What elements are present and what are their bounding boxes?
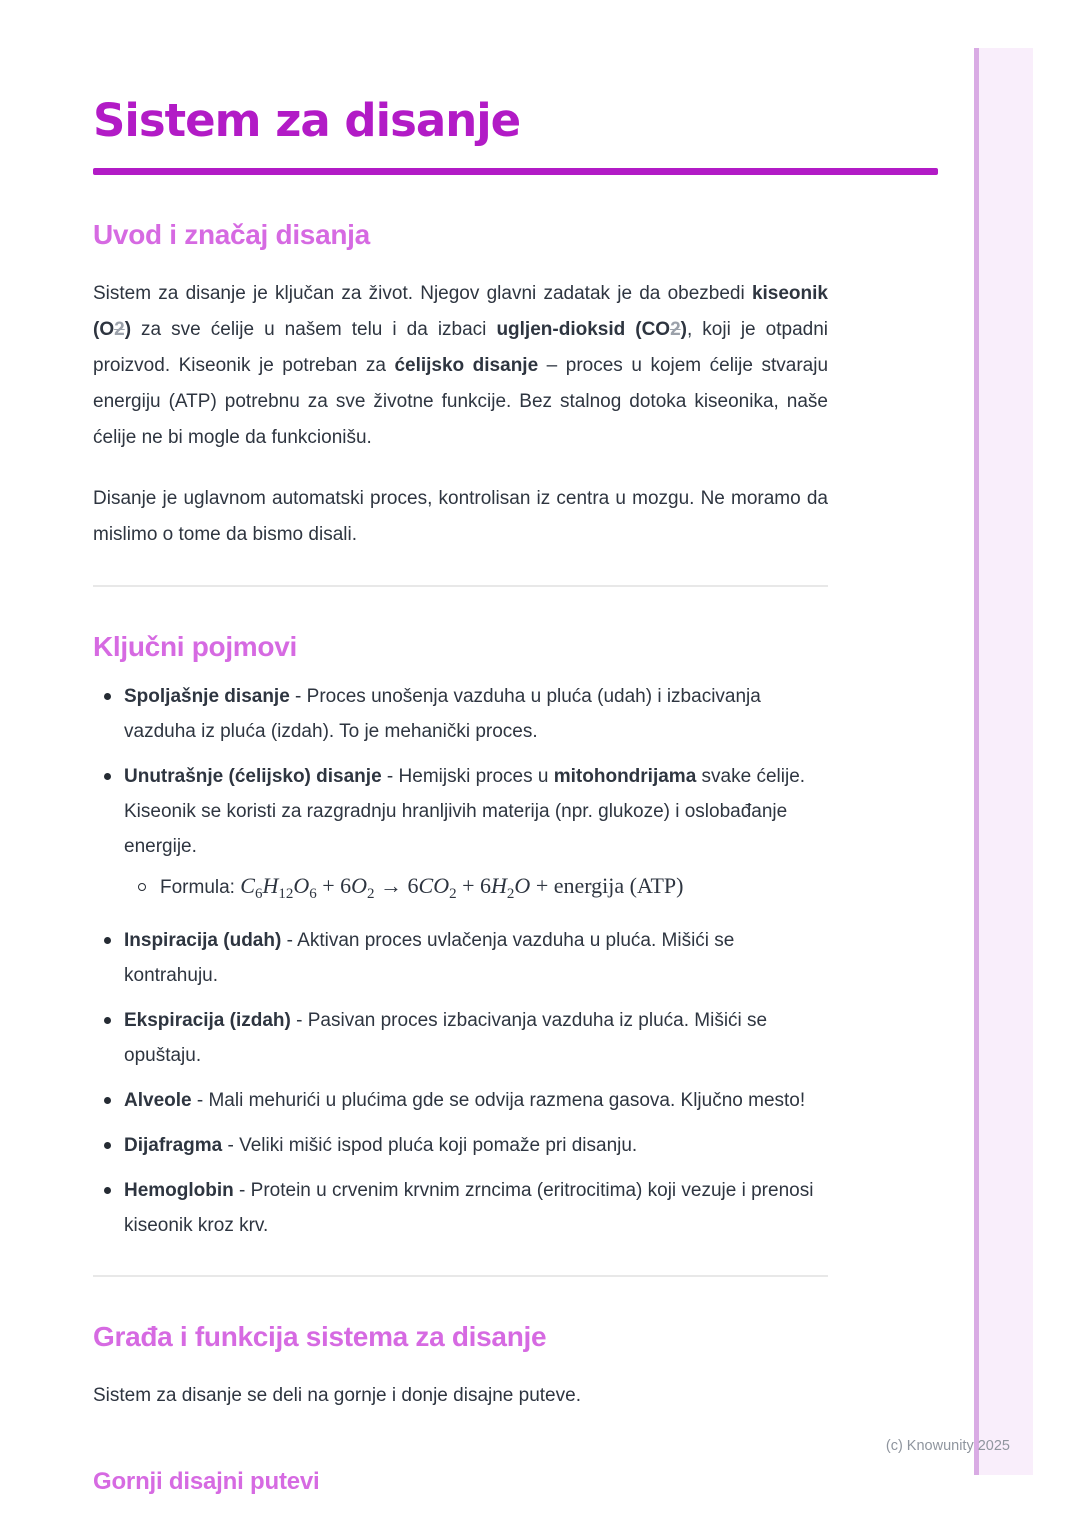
text-segment: 2 — [506, 886, 515, 902]
subsection-heading-gornji-putevi: Gornji disajni putevi — [93, 1468, 320, 1495]
text-segment: Inspiracija (udah) — [124, 930, 282, 951]
text-segment: , koji je otpadni proizvod. Kiseonik je potreban za — [93, 319, 828, 376]
bullet-icon — [104, 693, 111, 700]
text-segment: C — [240, 873, 255, 898]
text-segment: 2 — [367, 886, 375, 902]
page-edge-decoration-bar — [974, 48, 1033, 1475]
text-segment: 2 — [114, 319, 125, 340]
text-segment: za sve ćelije u našem telu i da izbaci — [131, 319, 497, 340]
intro-paragraph-2: Disanje je uglavnom automatski proces, kontrolisan iz centra u mozgu. Ne moramo da mislimo o tome da bismo disali. — [93, 488, 828, 545]
text-segment: + 6 — [316, 873, 352, 898]
text-segment: - Veliki mišić ispod pluća koji pomaže pri disanju. — [222, 1135, 638, 1156]
list-item-text — [124, 1090, 805, 1111]
list-item-ekspiracija — [93, 1003, 828, 1073]
text-segment: Dijafragma — [124, 1135, 223, 1156]
section-heading-kljucni-pojmovi: Ključni pojmovi — [93, 631, 297, 662]
note-content — [93, 0, 828, 1496]
sub-list-item-formula — [138, 867, 828, 913]
list-item-text — [124, 1180, 813, 1236]
bullet-icon — [104, 773, 111, 780]
text-segment: ) — [680, 319, 687, 340]
list-item-text — [124, 686, 761, 742]
text-segment: Alveole — [124, 1090, 192, 1111]
text-segment: O — [351, 873, 368, 898]
text-segment: 6 — [309, 886, 317, 902]
bullet-icon — [104, 1142, 111, 1149]
text-segment: H — [262, 873, 279, 898]
list-item-dijafragma — [93, 1128, 828, 1163]
text-segment: Formula: — [160, 877, 241, 898]
text-segment: – proces u kojem ćelije stvaraju energiju (ATP) potrebnu za sve životne funkcije. Bez stalnog dotoka kiseonika, naše ćelije ne bi mogle da funkcionišu. — [93, 355, 829, 448]
text-segment: Unutrašnje (ćelijsko) disanje — [124, 766, 382, 787]
section-divider — [93, 1275, 828, 1277]
list-item-text — [124, 930, 734, 986]
text-segment: + 6 — [456, 873, 492, 898]
text-segment: O — [293, 873, 310, 898]
text-segment: Hemoglobin — [124, 1180, 234, 1201]
list-item-text — [124, 1010, 767, 1066]
list-item-unutrasnje-disanje — [93, 759, 828, 913]
text-segment: 2 — [449, 886, 457, 902]
intro-paragraph-1 — [93, 276, 828, 456]
bullet-icon — [104, 937, 111, 944]
title-rule — [93, 168, 938, 175]
text-segment: O — [514, 873, 531, 898]
text-segment: ugljen-dioksid (CO — [496, 319, 671, 340]
bullet-icon — [104, 1097, 111, 1104]
text-segment: ) — [124, 319, 132, 340]
text-segment: O — [433, 873, 450, 898]
section-heading-gradja: Građa i funkcija sistema za disanje — [93, 1321, 547, 1352]
list-item-alveole — [93, 1083, 828, 1118]
list-item-hemoglobin — [93, 1173, 828, 1243]
text-segment: kiseonik (O — [93, 283, 828, 340]
list-item-inspiracija — [93, 923, 828, 993]
bullet-icon — [104, 1017, 111, 1024]
text-segment: - Proces unošenja vazduha u pluća (udah) i izbacivanja vazduha iz pluća (izdah). To je mehanički proces. — [124, 686, 761, 742]
copyright-note: (c) Knowunity 2025 — [885, 1438, 1010, 1454]
bullet-icon — [104, 1187, 111, 1194]
text-segment: - Aktivan proces uvlačenja vazduha u pluća. Mišići se kontrahuju. — [124, 930, 735, 986]
circle-bullet-icon — [138, 883, 146, 891]
section-heading-uvod: Uvod i značaj disanja — [93, 219, 370, 250]
gradja-paragraph: Sistem za disanje se deli na gornje i donje disajne puteve. — [93, 1385, 581, 1406]
text-segment: Ekspiracija (izdah) — [124, 1010, 291, 1031]
chemical-formula — [160, 873, 684, 902]
key-terms-list — [93, 679, 828, 1243]
list-item-text — [124, 766, 805, 857]
list-item-spoljasnje-disanje — [93, 679, 828, 749]
text-segment: - Mali mehurići u plućima gde se odvija razmena gasova. Ključno mesto! — [191, 1090, 806, 1111]
text-segment: 12 — [278, 886, 294, 902]
text-segment: - Protein u crvenim krvnim zrncima (eritrocitima) koji vezuje i prenosi kiseonik kroz krv. — [124, 1180, 814, 1236]
text-segment: ćelijsko disanje — [394, 355, 539, 376]
text-segment: Spoljašnje disanje — [124, 686, 290, 707]
text-segment: + energija (ATP) — [530, 873, 684, 898]
text-segment: mitohondrijama — [553, 766, 697, 787]
section-gradja — [93, 1321, 828, 1496]
text-segment: 6 — [254, 886, 263, 902]
page-title: Sistem za disanje — [93, 94, 521, 147]
text-segment: - Pasivan proces izbacivanja vazduha iz pluća. Mišići se opuštaju. — [124, 1010, 768, 1066]
section-divider — [93, 585, 828, 587]
text-segment: H — [491, 873, 507, 898]
text-segment: Sistem za disanje je ključan za život. Njegov glavni zadatak je da obezbedi — [93, 283, 752, 304]
section-uvod — [93, 219, 828, 553]
text-segment: 2 — [670, 319, 681, 340]
text-segment: C — [418, 873, 434, 898]
list-item-text — [124, 1135, 637, 1156]
text-segment: svake ćelije. Kiseonik se koristi za razgradnju hranljivih materija (npr. glukoze) i oslobađanje energije. — [124, 766, 806, 857]
section-kljucni-pojmovi — [93, 631, 828, 1243]
text-segment: → 6 — [374, 873, 419, 898]
text-segment: - Hemijski proces u — [381, 766, 554, 787]
